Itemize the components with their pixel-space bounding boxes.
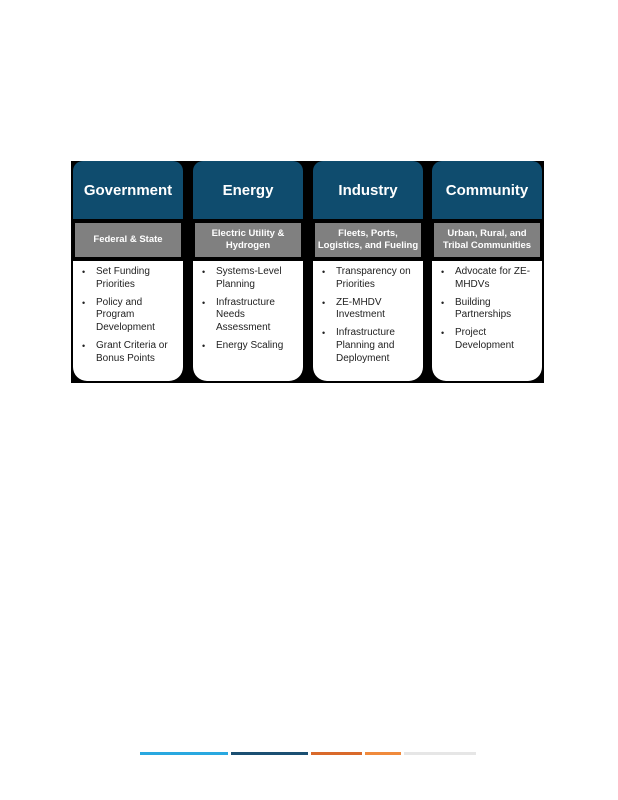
list-item: • Building Partnerships bbox=[439, 297, 536, 323]
column-body bbox=[73, 261, 183, 381]
column-community bbox=[432, 161, 542, 383]
column-title: Industry bbox=[313, 161, 423, 219]
column-subtitle: Federal & State bbox=[75, 223, 181, 257]
list-item: • Set Funding Priorities bbox=[80, 266, 177, 292]
bullet-list bbox=[193, 261, 303, 353]
footer-bar-orange bbox=[365, 752, 401, 755]
bullet-list bbox=[432, 261, 542, 353]
list-item: • Policy and Program Development bbox=[80, 297, 177, 335]
column-subtitle: Electric Utility & Hydrogen bbox=[195, 223, 301, 257]
column-subtitle: Fleets, Ports, Logistics, and Fueling bbox=[315, 223, 421, 257]
column-energy bbox=[193, 161, 303, 383]
bullet-list bbox=[73, 261, 183, 366]
column-industry bbox=[313, 161, 423, 383]
column-government bbox=[73, 161, 183, 383]
list-item: • Transparency on Priorities bbox=[320, 266, 417, 292]
stakeholder-figure bbox=[71, 161, 544, 383]
footer-bar-light-gray bbox=[404, 752, 476, 755]
list-item: • Infrastructure Planning and Deployment bbox=[320, 327, 417, 365]
column-body bbox=[432, 261, 542, 381]
footer-bar-dark-blue bbox=[231, 752, 308, 755]
bullet-list bbox=[313, 261, 423, 366]
footer-bar-light-blue bbox=[140, 752, 228, 755]
list-item: • Infrastructure Needs Assessment bbox=[200, 297, 297, 335]
column-title: Community bbox=[432, 161, 542, 219]
list-item: • Systems-Level Planning bbox=[200, 266, 297, 292]
footer-bar-dark-orange bbox=[311, 752, 362, 755]
column-body bbox=[193, 261, 303, 381]
list-item: • Advocate for ZE-MHDVs bbox=[439, 266, 536, 292]
column-body bbox=[313, 261, 423, 381]
list-item: • ZE-MHDV Investment bbox=[320, 297, 417, 323]
list-item: • Grant Criteria or Bonus Points bbox=[80, 340, 177, 366]
list-item: • Energy Scaling bbox=[200, 340, 297, 353]
column-title: Energy bbox=[193, 161, 303, 219]
list-item: • Project Development bbox=[439, 327, 536, 353]
column-title: Government bbox=[73, 161, 183, 219]
column-subtitle: Urban, Rural, and Tribal Communities bbox=[434, 223, 540, 257]
